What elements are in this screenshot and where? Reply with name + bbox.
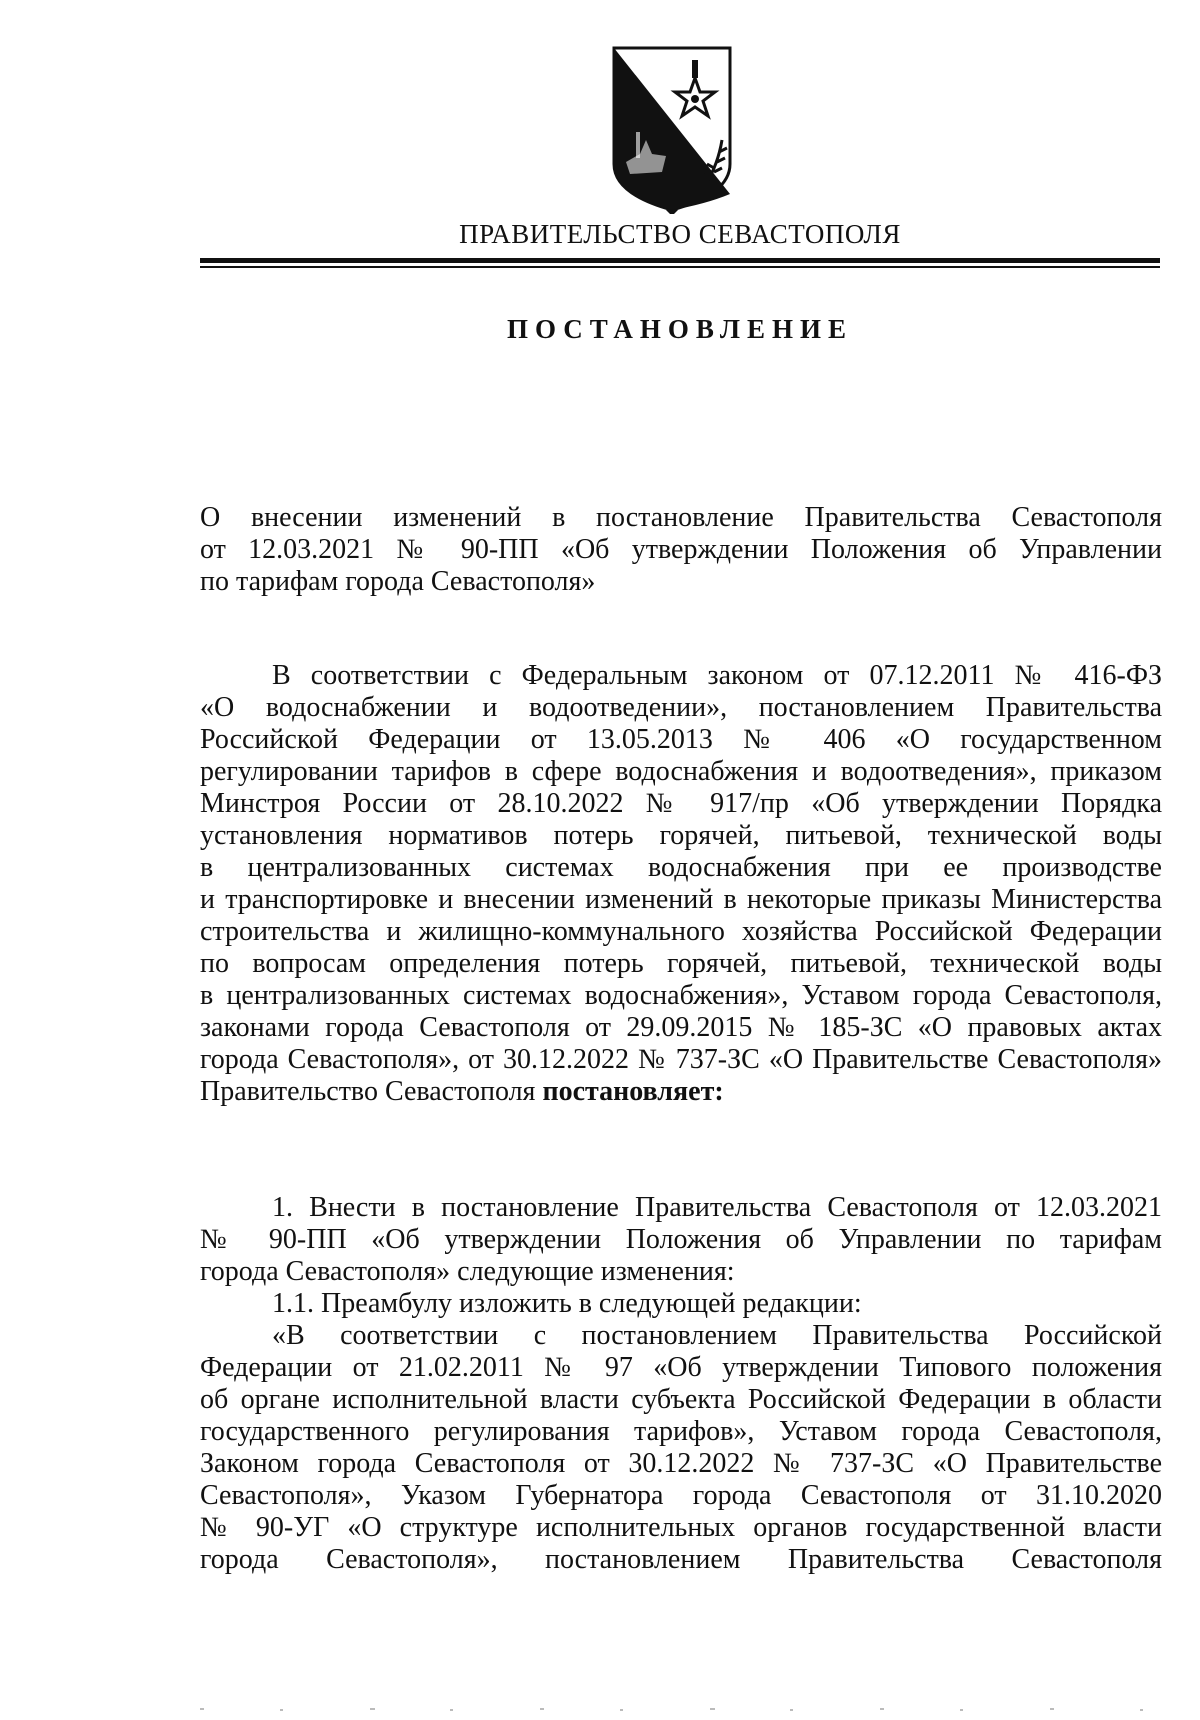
title-line: О внесении изменений в постановление Правительства Севастополя	[200, 502, 1162, 533]
preamble-line: регулировании тарифов в сфере водоснабжения и водоотведения», приказом	[200, 756, 1162, 787]
item-1-1-line: города Севастополя», постановлением Правительства Севастополя	[200, 1544, 1162, 1575]
preamble-final-line	[200, 1076, 1162, 1108]
preamble-line: по вопросам определения потерь горячей, питьевой, технической воды	[200, 948, 1162, 979]
document-title	[200, 502, 1162, 598]
preamble-line: и транспортировке и внесении изменений в некоторые приказы Министерства	[200, 884, 1162, 915]
title-line: по тарифам города Севастополя»	[200, 566, 596, 597]
scan-artifact-specks	[190, 1706, 1160, 1712]
item-1-1-line: Законом города Севастополя от 30.12.2022 № 737-ЗС «О Правительстве	[200, 1448, 1162, 1479]
item-1-1-line: Севастополя», Указом Губернатора города Севастополя от 31.10.2020	[200, 1480, 1162, 1511]
item-1-1-line: № 90-УГ «О структуре исполнительных органов государственной власти	[200, 1512, 1162, 1543]
preamble-line: законами города Севастополя от 29.09.2015 № 185-ЗС «О правовых актах	[200, 1012, 1162, 1043]
item-1-1-line: «В соответствии с постановлением Правительства Российской	[272, 1320, 1162, 1351]
item-1-1-paragraph	[200, 1288, 1162, 1576]
item-1-line: 1. Внести в постановление Правительства Севастополя от 12.03.2021	[272, 1192, 1162, 1223]
header-divider-thick	[200, 258, 1160, 263]
sevastopol-coat-of-arms-icon	[606, 44, 744, 214]
preamble-line: города Севастополя», от 30.12.2022 № 737-ЗС «О Правительстве Севастополя»	[200, 1044, 1162, 1075]
item-1-1-line: Федерации от 21.02.2011 № 97 «Об утверждении Типового положения	[200, 1352, 1162, 1383]
preamble-line: Минстроя России от 28.10.2022 № 917/пр «Об утверждении Порядка	[200, 788, 1162, 819]
resolution-keyword: постановляет:	[542, 1076, 724, 1107]
header-divider-thin	[200, 266, 1160, 268]
title-line: от 12.03.2021 № 90-ПП «Об утверждении Положения об Управлении	[200, 534, 1162, 565]
organization-name: ПРАВИТЕЛЬСТВО СЕВАСТОПОЛЯ	[459, 219, 901, 249]
preamble-line: Российской Федерации от 13.05.2013 № 406 «О государственном	[200, 724, 1162, 755]
document-type: ПОСТАНОВЛЕНИЕ	[506, 314, 854, 344]
preamble-line: в централизованных системах водоснабжения», Уставом города Севастополя,	[200, 980, 1162, 1011]
item-1-1-line: об органе исполнительной власти субъекта Российской Федерации в области	[200, 1384, 1162, 1415]
item-1-paragraph	[200, 1192, 1162, 1288]
item-1-line: города Севастополя» следующие изменения:	[200, 1256, 735, 1287]
item-1-1-line: государственного регулирования тарифов», Уставом города Севастополя,	[200, 1416, 1162, 1447]
preamble-paragraph	[200, 660, 1162, 1108]
item-1-line: № 90-ПП «Об утверждении Положения об Управлении по тарифам	[200, 1224, 1162, 1255]
preamble-line: установления нормативов потерь горячей, питьевой, технической воды	[200, 820, 1162, 851]
preamble-line: строительства и жилищно-коммунального хозяйства Российской Федерации	[200, 916, 1162, 947]
preamble-line: в централизованных системах водоснабжения при ее производстве	[200, 852, 1162, 883]
item-1-1-heading: 1.1. Преамбулу изложить в следующей редакции:	[272, 1288, 862, 1319]
preamble-line: «О водоснабжении и водоотведении», постановлением Правительства	[200, 692, 1162, 723]
preamble-line: В соответствии с Федеральным законом от 07.12.2011 № 416-ФЗ	[272, 660, 1162, 691]
preamble-final-prefix: Правительство Севастополя	[200, 1076, 543, 1107]
